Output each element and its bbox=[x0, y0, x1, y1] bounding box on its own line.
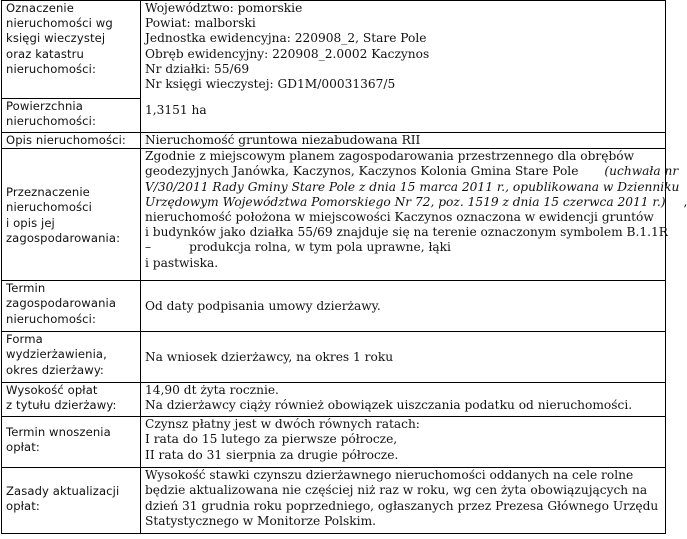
plot-number: Nr działki: 55/69 bbox=[145, 61, 250, 76]
area-value: 1,3151 ha bbox=[145, 103, 207, 118]
value-purpose: Zgodnie z miejscowym planem zagospodarowania przestrzennego dla obrębów geodezyjnych Janówka, Kaczynos, Kaczynos Kolonia Gmina Stare Pole (uchwała nr V/30/2011 Rady Gminy Stare Pole z dnia 15 marca 2011 r., opublikowana w Dzienniku Urzędowym Województwa Pomorskiego Nr 72, poz. 1519 z dnia 15 czerwca 2011 r.) nieruchomość położona w miejscowości Kaczynos oznaczona w ewidencji gruntów i budynków jako działka 55/69 znajduje się na terenie oznaczonym symbolem B.1.1R – produkcja rolna, w tym pola uprawne, łąki i pastwiska. bbox=[141, 149, 666, 281]
label-lease-form: Forma wydzierżawienia, okres dzierżawy: bbox=[2, 332, 141, 383]
registration-unit: Jednostka ewidencyjna: 220908_2, Stare Pole bbox=[145, 31, 427, 46]
land-register-number: Nr księgi wieczystej: GD1M/00031367/5 bbox=[145, 77, 396, 92]
row-property-designation bbox=[2, 1, 666, 99]
label-fee-update-rules: Zasady aktualizacji opłat: bbox=[2, 468, 141, 534]
value-fee-amount: 14,90 dt żyta rocznie. Na dzierżawcy ciąży również obowiązek uiszczania podatku od nieruchomości. bbox=[141, 383, 666, 417]
label-purpose: Przeznaczenie nieruchomości i opis jej zagospodarowania: bbox=[2, 149, 141, 281]
property-lease-table bbox=[1, 0, 680, 534]
label-description: Opis nieruchomości: bbox=[2, 133, 141, 149]
label-development-deadline: Termin zagospodarowania nieruchomości: bbox=[2, 281, 141, 332]
registration-precinct: Obręb ewidencyjny: 220908_2.0002 Kaczynos bbox=[145, 46, 430, 61]
label-property-designation: Oznaczenie nieruchomości wg księgi wieczystej oraz katastru nieruchomości: bbox=[2, 1, 141, 99]
value-fee-update-rules: Wysokość stawki czynszu dzierżawnego nieruchomości oddanych na cele rolne będzie aktualizowana nie częściej niż raz w roku, wg cen żyta obowiązujących na dzień 31 grudnia roku poprzedniego, ogłaszanych przez Prezesa Głównego Urzędu Statystycznego w Monitorze Polskim. bbox=[141, 468, 666, 534]
label-fee-amount: Wysokość opłat z tytułu dzierżawy: bbox=[2, 383, 141, 417]
row-lease-form bbox=[2, 332, 666, 383]
county: Powiat: malborski bbox=[145, 16, 256, 31]
row-description bbox=[2, 133, 666, 149]
row-purpose bbox=[2, 149, 666, 281]
label-area: Powierzchnia nieruchomości: bbox=[2, 99, 141, 133]
row-development-deadline bbox=[2, 281, 666, 332]
value-description: Nieruchomość gruntowa niezabudowana RII bbox=[141, 133, 666, 149]
value-development-deadline: Od daty podpisania umowy dzierżawy. bbox=[141, 281, 666, 332]
value-property-designation bbox=[141, 1, 666, 133]
row-payment-deadline bbox=[2, 417, 666, 468]
value-payment-deadline: Czynsz płatny jest w dwóch równych ratach: I rata do 15 lutego za pierwsze półrocze, II rata do 31 sierpnia za drugie półrocze. bbox=[141, 417, 666, 468]
voivodeship: Województwo: pomorskie bbox=[145, 1, 303, 15]
row-fee-update-rules bbox=[2, 468, 666, 534]
value-lease-form: Na wniosek dzierżawcy, na okres 1 roku bbox=[141, 332, 666, 383]
label-payment-deadline: Termin wnoszenia opłat: bbox=[2, 417, 141, 468]
row-fee-amount bbox=[2, 383, 666, 417]
